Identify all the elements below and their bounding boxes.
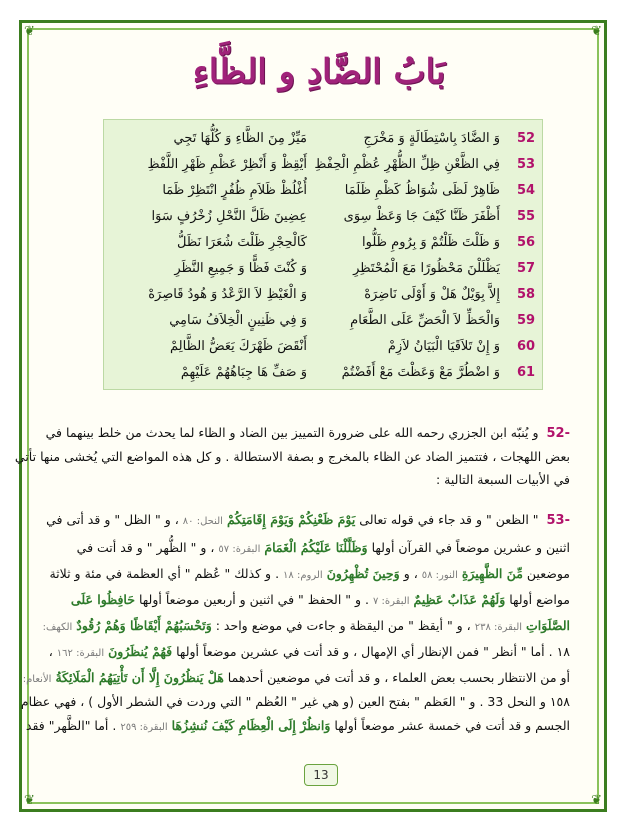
verse-number: 54 (516, 183, 536, 198)
commentary-52-line2 (14, 449, 570, 464)
verse-reference: الأنعام: (22, 674, 52, 685)
commentary-number: -52 (546, 426, 570, 441)
commentary-text: اثنين و عشرين موضعاً في القرآن أولها (371, 540, 570, 555)
poem-row (104, 332, 542, 361)
commentary-text: و يُنبّه ابن الجزري رحمه الله على ضرورة التمييز بين الضاد و الظاء لما يحدث من خلط بينهما في (45, 425, 539, 440)
second-hemistich: مَيِّزْ مِنَ الظَّاءِ وَ كُلُّهَا تَجِي (173, 131, 307, 146)
first-hemistich: أَظْفَرَ ظَنَّا كَيْفَ جَا وَعَظْ سِوَى (343, 209, 500, 224)
verse-number: 58 (516, 287, 536, 302)
verse-number: 53 (516, 157, 536, 172)
chapter-title: بَابُ الضَّادِ و الظَّاءِ (192, 52, 446, 92)
commentary-text: موضعين (526, 566, 570, 581)
verse-reference: البقرة: ٢٥٩ (120, 722, 168, 733)
commentary-53-line7 (22, 670, 570, 685)
poem-table (103, 119, 543, 390)
commentary-text: في الأبيات السبعة التالية : (435, 472, 570, 487)
verse-number: 52 (516, 131, 536, 146)
quran-quote: وَانظُرْ إِلَى الْعِظَامِ كَيْفَ نُنشِزُهَا (171, 718, 331, 733)
commentary-53-line1 (46, 512, 570, 528)
commentary-text: ، و " أيقظ " من اليقظة و جاءت في موضع واحد : (215, 618, 471, 633)
verse-number: 61 (516, 365, 536, 380)
poem-row (104, 306, 542, 335)
verse-reference: البقرة: ٧ (372, 596, 410, 607)
commentary-text: ١٨ . أما " أنظر " فمن الإنظار أي الإمهال ، و قد أتت في عشرين موضعاً أولها (176, 644, 570, 659)
quran-quote: وَتَحْسَبُهُمْ أَيْقَاظًا وَهُمْ رُقُودٌ (76, 618, 212, 633)
first-hemistich: وَ إِنْ تَلاَقَيَا الْبَيَانُ لاَزِمْ (387, 339, 500, 354)
commentary-text: ، و " الظُّهر " و قد أتت في (76, 540, 215, 555)
quran-quote: حَافِظُوا عَلَى (70, 592, 135, 607)
page-number: 13 (304, 764, 338, 786)
poem-row (104, 228, 542, 257)
verse-reference: النور: ٥٨ (421, 570, 458, 581)
corner-ornament-icon: ❦ (591, 793, 602, 808)
commentary-text: أو من الانتظار بحسب بعض العلماء ، و قد أتت في موضعين أحدهما (227, 670, 570, 685)
second-hemistich: أَيْقِظْ وَ أَنْظِرْ عَظْمِ ظَهْرِ اللَّفْظِ (147, 157, 307, 172)
commentary-52-line1 (45, 425, 570, 441)
commentary-text: . و " الحفظ " في اثنين و أربعين موضعاً أولها (138, 592, 369, 607)
first-hemistich: وَ اضْطُرَّ مَعْ وَعَظْتَ مَعْ أَفَضْتُمْ (341, 365, 500, 380)
commentary-text: ، و " الظل " و قد أتى في (46, 512, 179, 527)
first-hemistich: ظَاهِرْ لَظَى شُوَاظُ كَظْمِ ظَلَمَا (344, 183, 500, 198)
poem-row (104, 254, 542, 283)
commentary-text: ١٥٨ و النحل 33 . و " العَظم " بفتح العين (و هي غير " العُظم " التي وردت في الشطر الأول ) ، فهي عظام (20, 694, 570, 709)
poem-row (104, 280, 542, 309)
second-hemistich: وَ كُنْتَ فَظًّا وَ جَمِيعِ النَّظَرِ (174, 261, 307, 276)
commentary-53-line2 (70, 540, 570, 555)
commentary-53-line9 (25, 718, 570, 733)
commentary-53-line6 (48, 644, 570, 659)
quran-quote: وَحِينَ تُظْهِرُونَ (326, 566, 400, 581)
quran-quote: الصَّلَوَاتِ (526, 618, 570, 633)
second-hemistich: عِضِينَ ظَلَّ النَّحْلِ زُخْرُفٍ سَوَا (151, 209, 307, 224)
commentary-text: ، و (403, 566, 418, 581)
second-hemistich: وَ الْغَيْظِ لاَ الرَّعْدُ وَ هُودُ قَاصِرَهْ (148, 287, 307, 302)
verse-number: 56 (516, 235, 536, 250)
verse-number: 60 (516, 339, 536, 354)
commentary-text: بعض اللهجات ، فتتميز الضاد عن الظاء بالمخرج و بصفة الاستطالة . و كل هذه المواضع التي يُخشى منها تأتي (14, 449, 570, 464)
second-hemistich: أُغْلُظْ ظَلاَمِ ظُفُرٍ انْتَظِرْ ظَمَا (162, 183, 307, 198)
poem-row (104, 124, 542, 153)
verse-number: 57 (516, 261, 536, 276)
first-hemistich: إِلاَّ بِوَيْلٌ هَلْ وَ أَوْلَى نَاضِرَهْ (364, 287, 500, 302)
verse-reference: النحل: ٨٠ (182, 516, 223, 527)
first-hemistich: وَ ظَلْتَ ظَلْتُمْ وَ بِرُومِ ظَلُّوا (362, 235, 500, 250)
commentary-number: -53 (546, 513, 570, 528)
quran-quote: هَلْ يَنظُرُونَ إِلَّا أَن تَأْتِيَهُمُ الْمَلَائِكَةُ (55, 670, 224, 685)
commentary-text: . أما "الظَّهر" فقد (25, 718, 117, 733)
corner-ornament-icon: ❦ (24, 793, 35, 808)
quran-quote: وَلَهُمْ عَذَابٌ عَظِيمٌ (413, 592, 506, 607)
commentary-52-line3 (70, 472, 570, 487)
verse-number: 55 (516, 209, 536, 224)
first-hemistich: يَظْلَلْنَ مَحْظُورًا مَعَ الْمُحْتَظِرِ (353, 261, 500, 276)
commentary-53-line5 (42, 618, 570, 633)
second-hemistich: أَنْقَضَ ظَهْرَكَ يَعَضُّ الظَّالِمْ (170, 339, 307, 354)
quran-quote: وَظَلَّلْنَا عَلَيْكُمُ الْغَمَامَ (264, 540, 368, 555)
commentary-text: ، (48, 644, 53, 659)
quran-quote: مِّنَ الظَّهِيرَةِ (461, 566, 523, 581)
poem-row (104, 176, 542, 205)
poem-row (104, 150, 542, 179)
poem-row (104, 358, 542, 387)
commentary-text: الجسم و قد أتت في خمسة عشر موضعاً أولها (334, 718, 570, 733)
second-hemistich: وَ صَفِّ هَا جِبَاهُهُمْ عَلَيْهِمْ (180, 365, 307, 380)
quran-quote: فَهُمْ يُنظَرُونَ (108, 644, 173, 659)
corner-ornament-icon: ❦ (24, 24, 35, 39)
first-hemistich: وَالْحَظِّ لاَ الْحَضِّ عَلَى الطَّعَامِ (350, 313, 500, 328)
commentary-text: " الظعن " و قد جاء في قوله تعالى (359, 512, 539, 527)
verse-number: 59 (516, 313, 536, 328)
second-hemistich: وَ فِي ظَنِينٍ الْخِلاَفُ سَامِي (169, 313, 307, 328)
second-hemistich: كَالْحِجْرِ ظَلْتَ شُعَرَا نَظَلُّ (177, 235, 307, 250)
commentary-text: . و كذلك " عُظم " أي العظمة في مئة و ثلاثة (49, 566, 280, 581)
first-hemistich: وَ الضَّادَ بِاسْتِطَالَةٍ وَ مَخْرَجِ (363, 131, 500, 146)
corner-ornament-icon: ❦ (591, 24, 602, 39)
commentary-53-line4 (70, 592, 570, 607)
verse-reference: البقرة: ٢٣٨ (474, 622, 523, 633)
commentary-53-line8 (20, 694, 570, 709)
quran-quote: يَوْمَ ظَعْنِكُمْ وَيَوْمَ إِقَامَتِكُمْ (226, 512, 356, 527)
commentary-text: مواضع أولها (509, 592, 570, 607)
verse-reference: البقرة: ٥٧ (218, 544, 261, 555)
verse-reference: الكهف: (42, 622, 73, 633)
commentary-53-line3 (49, 566, 570, 581)
first-hemistich: فِي الظَّعْنِ ظِلِّ الظُّهْرِ عُظْمِ الْحِفْظِ (314, 157, 500, 172)
verse-reference: البقرة: ١٦٢ (56, 648, 105, 659)
poem-row (104, 202, 542, 231)
verse-reference: الروم: ١٨ (283, 570, 323, 581)
